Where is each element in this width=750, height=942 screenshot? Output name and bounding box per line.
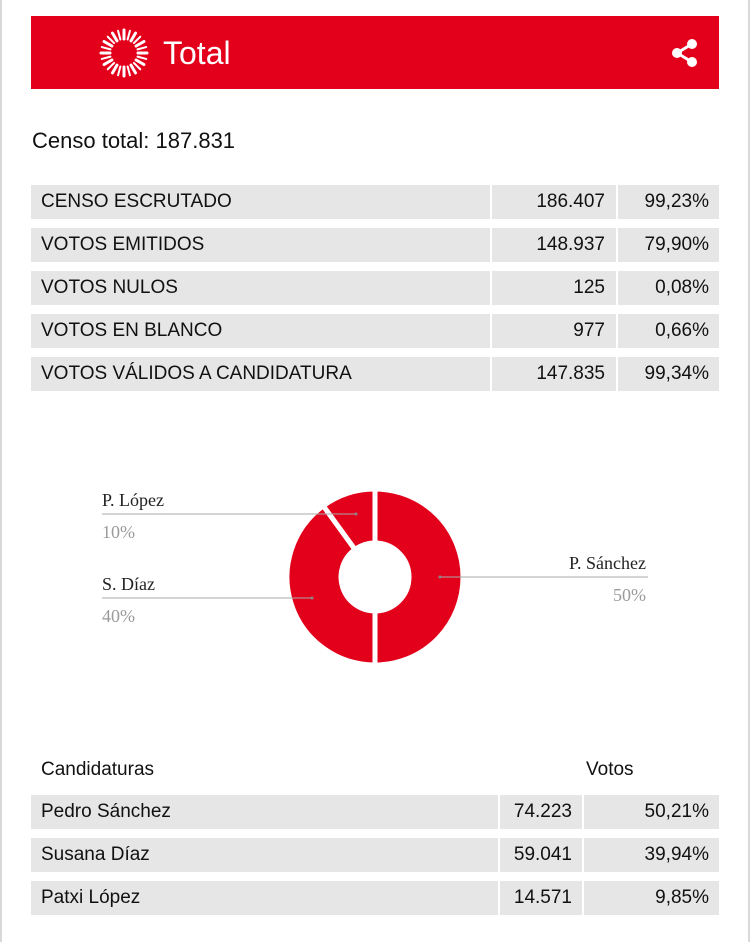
- candidate-votes: 74.223: [500, 795, 582, 829]
- row-label: VOTOS NULOS: [31, 271, 490, 305]
- row-percent: 0,66%: [618, 314, 719, 348]
- table-row: [31, 228, 719, 262]
- table-row: [31, 271, 719, 305]
- candidate-name: Susana Díaz: [31, 838, 498, 872]
- candidate-votes: 59.041: [500, 838, 582, 872]
- row-percent: 99,34%: [618, 357, 719, 391]
- votes-header: Votos: [586, 759, 634, 780]
- row-value: 125: [492, 271, 616, 305]
- row-value: 977: [492, 314, 616, 348]
- slice-name-label: P. Sánchez: [569, 553, 646, 573]
- slice-percent-label: 10%: [102, 522, 135, 542]
- censo-total: Censo total: 187.831: [32, 128, 236, 153]
- candidate-name: Patxi López: [31, 881, 498, 915]
- row-percent: 0,08%: [618, 271, 719, 305]
- candidate-name: Pedro Sánchez: [31, 795, 498, 829]
- slice-name-label: S. Díaz: [102, 574, 155, 594]
- summary-table: [31, 185, 719, 400]
- candidate-percent: 50,21%: [584, 795, 719, 829]
- row-value: 186.407: [492, 185, 616, 219]
- candidate-votes: 14.571: [500, 881, 582, 915]
- table-row: [31, 314, 719, 348]
- row-label: CENSO ESCRUTADO: [31, 185, 490, 219]
- table-row: [31, 838, 719, 872]
- table-row: [31, 881, 719, 915]
- slice-percent-label: 40%: [102, 606, 135, 626]
- candidates-table: [31, 795, 719, 924]
- slice-name-label: P. López: [102, 490, 164, 510]
- candidate-percent: 9,85%: [584, 881, 719, 915]
- row-value: 147.835: [492, 357, 616, 391]
- donut-chart: [0, 440, 750, 710]
- row-label: VOTOS EN BLANCO: [31, 314, 490, 348]
- row-percent: 99,23%: [618, 185, 719, 219]
- row-label: VOTOS EMITIDOS: [31, 228, 490, 262]
- results-header: [31, 16, 719, 89]
- slice-percent-label: 50%: [613, 585, 646, 605]
- leader-dot: [355, 513, 358, 516]
- sunburst-logo-icon: [99, 28, 149, 78]
- table-row: [31, 795, 719, 829]
- row-percent: 79,90%: [618, 228, 719, 262]
- row-value: 148.937: [492, 228, 616, 262]
- share-icon[interactable]: [671, 38, 699, 68]
- leader-dot: [439, 576, 442, 579]
- candidates-header: Candidaturas: [41, 759, 155, 780]
- page-title: Total: [163, 35, 231, 71]
- row-label: VOTOS VÁLIDOS A CANDIDATURA: [31, 357, 490, 391]
- leader-dot: [311, 597, 314, 600]
- vote-share-chart: [0, 440, 750, 710]
- table-row: [31, 185, 719, 219]
- table-row: [31, 357, 719, 391]
- candidate-percent: 39,94%: [584, 838, 719, 872]
